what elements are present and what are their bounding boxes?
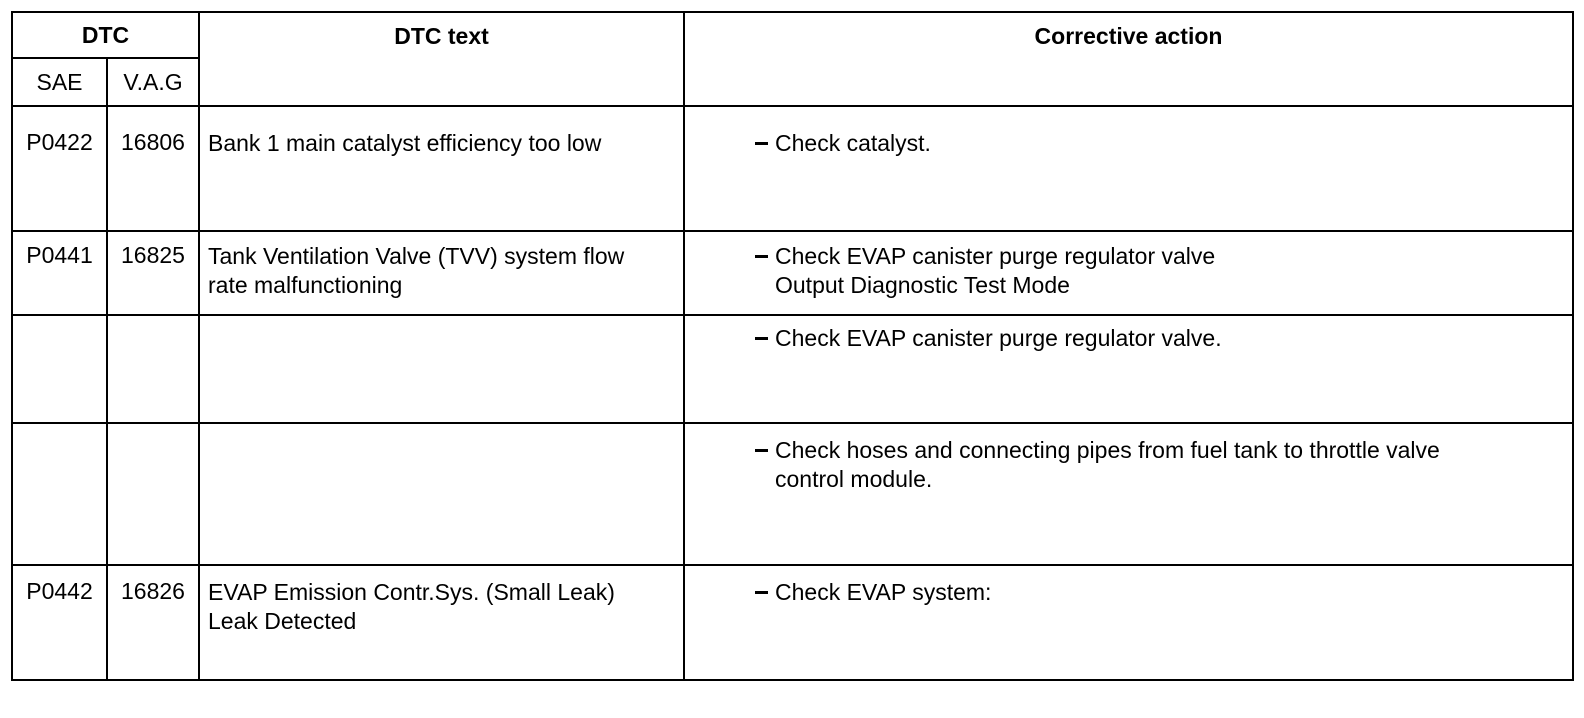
header-corrective-action: Corrective action bbox=[684, 12, 1573, 106]
corrective-action bbox=[684, 423, 1573, 565]
dtc-table bbox=[11, 11, 1574, 681]
dtc-text: Bank 1 main catalyst efficiency too low bbox=[199, 106, 684, 231]
corrective-action bbox=[684, 106, 1573, 231]
table-row bbox=[12, 423, 1573, 565]
dtc-text bbox=[199, 423, 684, 565]
dash-bullet-icon bbox=[755, 591, 768, 594]
dash-bullet-icon bbox=[755, 337, 768, 340]
corrective-action bbox=[684, 231, 1573, 315]
dash-bullet-icon bbox=[755, 449, 768, 452]
action-item bbox=[755, 578, 1564, 607]
corrective-action bbox=[684, 315, 1573, 423]
header-sae: SAE bbox=[12, 58, 107, 106]
action-item bbox=[755, 436, 1512, 494]
header-dtc: DTC bbox=[12, 12, 199, 58]
dash-bullet-icon bbox=[755, 255, 768, 258]
action-item bbox=[755, 324, 1564, 353]
header-vag: V.A.G bbox=[107, 58, 199, 106]
action-item bbox=[755, 129, 1564, 158]
sae-code: P0442 bbox=[12, 565, 107, 680]
table-row bbox=[12, 315, 1573, 423]
vag-code: 16806 bbox=[107, 106, 199, 231]
action-text: Check EVAP system: bbox=[775, 579, 992, 605]
dash-bullet-icon bbox=[755, 142, 768, 145]
action-text: Check EVAP canister purge regulator valve. bbox=[775, 325, 1222, 351]
vag-code bbox=[107, 423, 199, 565]
action-text: Check hoses and connecting pipes from fuel tank to throttle valve control module. bbox=[775, 437, 1440, 492]
sae-code bbox=[12, 423, 107, 565]
table-row bbox=[12, 231, 1573, 315]
action-text: Check catalyst. bbox=[775, 130, 931, 156]
table-row bbox=[12, 106, 1573, 231]
dtc-text: Tank Ventilation Valve (TVV) system flow rate malfunctioning bbox=[199, 231, 684, 315]
sae-code: P0422 bbox=[12, 106, 107, 231]
dtc-text bbox=[199, 315, 684, 423]
action-item bbox=[755, 242, 1242, 300]
header-row bbox=[12, 12, 1573, 58]
sae-code bbox=[12, 315, 107, 423]
action-text: Check EVAP canister purge regulator valve Output Diagnostic Test Mode bbox=[775, 243, 1216, 298]
corrective-action bbox=[684, 565, 1573, 680]
header-dtc-text: DTC text bbox=[199, 12, 684, 106]
table-row bbox=[12, 565, 1573, 680]
dtc-text: EVAP Emission Contr.Sys. (Small Leak) Leak Detected bbox=[199, 565, 684, 680]
vag-code: 16826 bbox=[107, 565, 199, 680]
vag-code: 16825 bbox=[107, 231, 199, 315]
sae-code: P0441 bbox=[12, 231, 107, 315]
vag-code bbox=[107, 315, 199, 423]
